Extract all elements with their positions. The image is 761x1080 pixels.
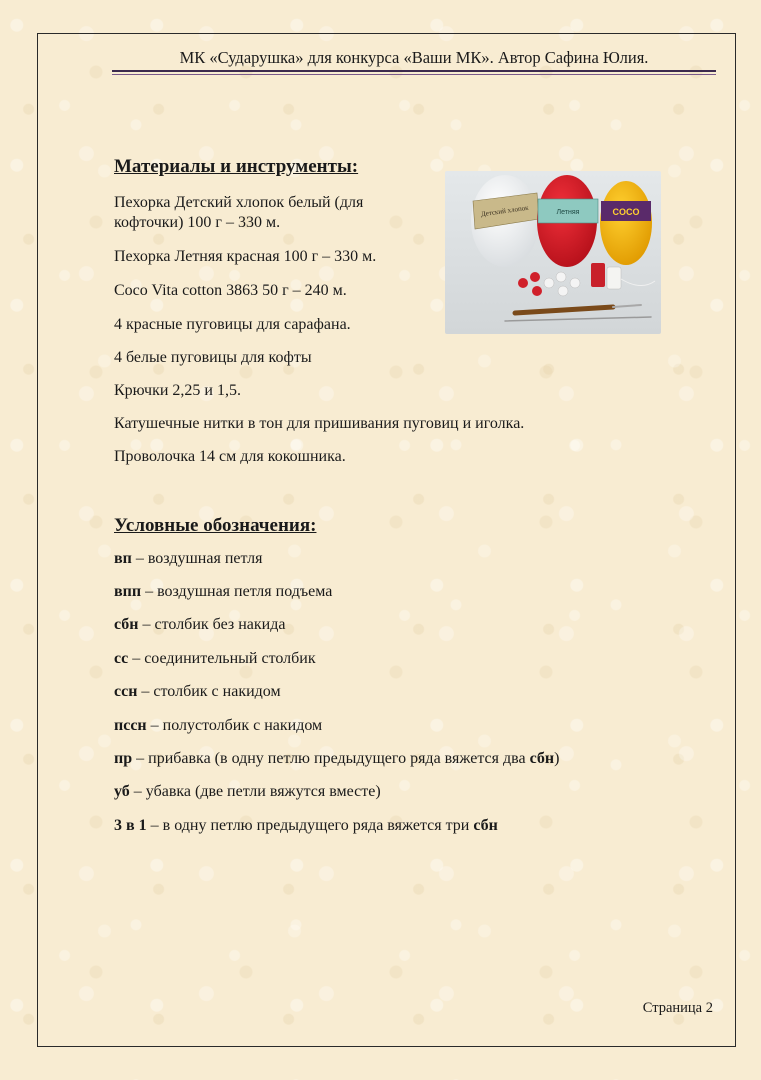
legend-text: – соединительный столбик (128, 650, 316, 667)
legend-abbr: пссн (114, 717, 147, 734)
legend-item-3v1 (114, 817, 498, 835)
material-item-6: Крючки 2,25 и 1,5. (114, 382, 241, 399)
legend-abbr: впп (114, 583, 142, 600)
material-item-4: 4 красные пуговицы для сарафана. (114, 316, 351, 333)
legend-item-vpp (114, 583, 332, 601)
material-item-7: Катушечные нитки в тон для пришивания пуговиц и иголка. (114, 415, 525, 432)
material-item-8: Проволочка 14 см для кокошника. (114, 448, 346, 465)
white-thread-spool (607, 267, 621, 289)
header-rule-thin (112, 74, 716, 75)
legend-text: – убавка (две петли вяжутся вместе) (129, 783, 381, 800)
header-rule (112, 70, 716, 75)
legend-text-tail: ) (554, 750, 560, 767)
yellow-yarn-ball (600, 181, 652, 265)
white-yarn-label-text: Детский хлопок (480, 203, 530, 219)
materials-photo (445, 171, 661, 334)
material-item-1-cont: кофточки) 100 г – 330 м. (114, 214, 281, 231)
red-button-2 (530, 272, 540, 282)
legend-item-ss (114, 650, 316, 668)
white-button-2 (556, 272, 566, 282)
material-item-5: 4 белые пуговицы для кофты (114, 349, 312, 366)
materials-photo-svg (445, 171, 661, 334)
legend-item-ssn (114, 683, 281, 701)
legend-abbr: пр (114, 750, 133, 767)
legend-item-pr (114, 750, 559, 768)
material-item-3: Coco Vita cotton 3863 50 г – 240 м. (114, 282, 347, 299)
legend-abbr-inline: сбн (473, 817, 498, 834)
material-item-2: Пехорка Летняя красная 100 г – 330 м. (114, 248, 377, 265)
material-item-1: Пехорка Детский хлопок белый (для (114, 194, 364, 211)
legend-abbr: 3 в 1 (114, 817, 147, 834)
white-button-4 (570, 278, 580, 288)
legend-abbr: сбн (114, 616, 139, 633)
legend-item-sbn (114, 616, 285, 634)
white-button-3 (558, 286, 568, 296)
legend-abbr-inline: сбн (529, 750, 555, 767)
legend-text: – столбик с накидом (137, 683, 281, 700)
legend-abbr: вп (114, 550, 132, 567)
materials-title: Материалы и инструменты: (114, 156, 359, 177)
white-button-1 (544, 278, 554, 288)
red-yarn-label-text: Летняя (556, 209, 580, 216)
page-number: Страница 2 (642, 1000, 713, 1016)
legend-item-ub (114, 783, 381, 801)
red-button-3 (532, 286, 542, 296)
yellow-yarn-label-text: COCO (612, 207, 640, 217)
header-title: МК «Сударушка» для конкурса «Ваши МК». Автор Сафина Юлия. (179, 48, 649, 67)
legend-item-vp (114, 550, 262, 568)
legend-title: Условные обозначения: (114, 515, 317, 536)
legend-text: – воздушная петля подъема (141, 583, 333, 600)
legend-abbr: сс (114, 650, 129, 667)
legend-text: – прибавка (в одну петлю предыдущего ряда вяжется два (132, 750, 530, 767)
red-button-1 (518, 278, 528, 288)
legend-text: – полустолбик с накидом (146, 717, 323, 734)
legend-abbr: уб (114, 783, 130, 800)
legend-item-pssn (114, 717, 322, 735)
red-thread-spool (591, 263, 605, 287)
header-rule-thick (112, 70, 716, 72)
legend-abbr: ссн (114, 683, 138, 700)
legend-text: – в одну петлю предыдущего ряда вяжется три (146, 817, 474, 834)
legend-text: – воздушная петля (131, 550, 263, 567)
legend-text: – столбик без накида (138, 616, 286, 633)
